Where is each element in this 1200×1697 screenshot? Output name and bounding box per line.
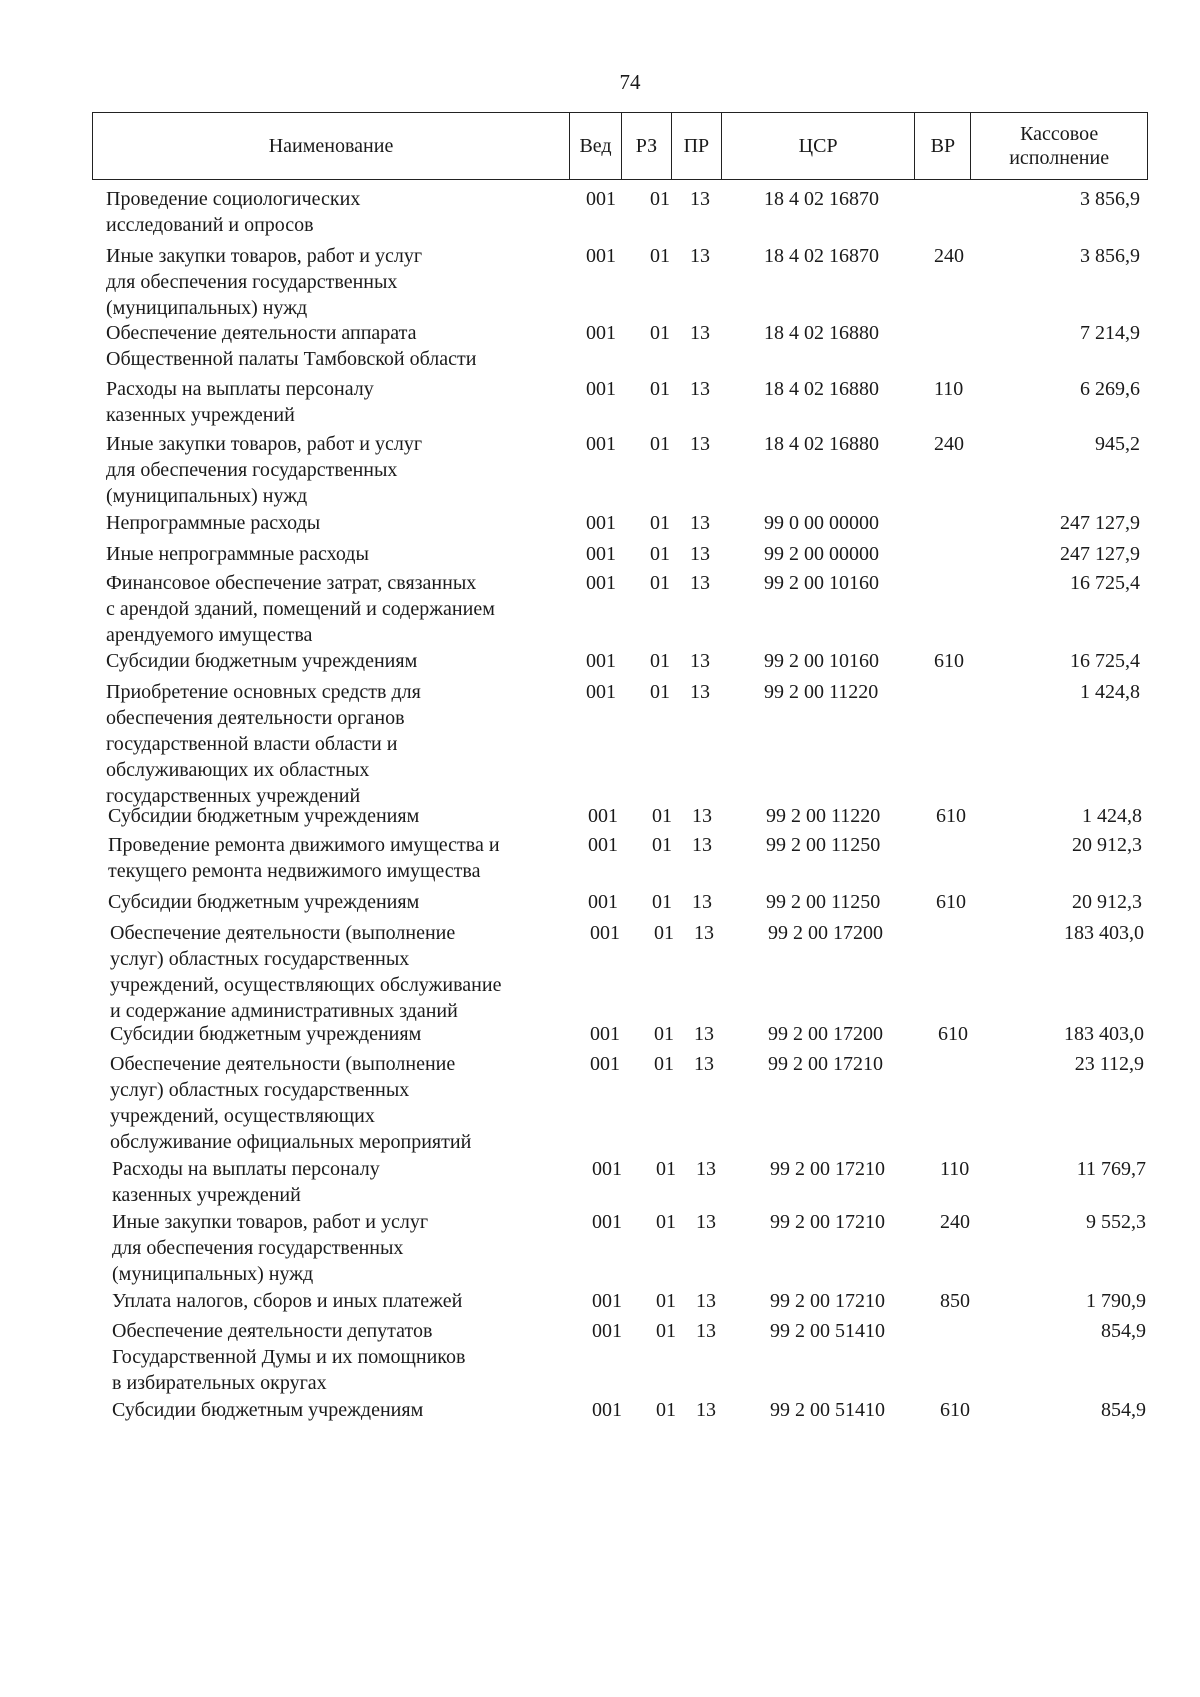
cell-pr: 13 [690, 188, 710, 210]
cell-name-line: Приобретение основных средств для [106, 681, 421, 703]
cell-name-line: с арендой зданий, помещений и содержанием [106, 598, 495, 620]
cell-rz: 01 [654, 922, 674, 944]
cell-ved: 001 [586, 322, 616, 344]
cell-name [106, 648, 566, 674]
cell-csr: 99 2 00 17210 [770, 1211, 885, 1233]
header-rz: РЗ [622, 113, 672, 179]
cell-pr: 13 [690, 512, 710, 534]
cell-kassovoe: 1 424,8 [1080, 681, 1140, 703]
cell-csr: 99 2 00 51410 [770, 1399, 885, 1421]
cell-vr: 610 [936, 805, 966, 827]
cell-name-line: Обеспечение деятельности (выполнение [110, 1053, 456, 1075]
header-kassovoe [971, 113, 1147, 179]
cell-csr: 99 2 00 11250 [766, 834, 881, 856]
cell-vr: 240 [934, 433, 964, 455]
cell-ved: 001 [592, 1158, 622, 1180]
cell-vr: 610 [938, 1023, 968, 1045]
cell-vr: 110 [940, 1158, 970, 1180]
cell-csr: 99 0 00 00000 [764, 512, 879, 534]
cell-csr: 18 4 02 16880 [764, 378, 879, 400]
cell-pr: 13 [694, 1023, 714, 1045]
cell-vr: 610 [936, 891, 966, 913]
cell-name [112, 1397, 572, 1423]
cell-name-line: Субсидии бюджетным учреждениям [110, 1023, 422, 1045]
header-kassovoe-line1: Кассовое [1020, 123, 1099, 145]
cell-name-line: обслуживающих их областных [106, 759, 370, 781]
cell-ved: 001 [586, 433, 616, 455]
cell-name-line: Расходы на выплаты персоналу [112, 1158, 380, 1180]
cell-name-line: Субсидии бюджетным учреждениям [108, 805, 420, 827]
header-pr: ПР [672, 113, 722, 179]
cell-name [108, 889, 568, 915]
cell-csr: 99 2 00 17200 [768, 1023, 883, 1045]
cell-name-line: для обеспечения государственных [106, 271, 398, 293]
cell-csr: 99 2 00 11220 [764, 681, 879, 703]
cell-csr: 99 2 00 17210 [768, 1053, 883, 1075]
cell-name [106, 320, 566, 372]
cell-ved: 001 [586, 543, 616, 565]
cell-name-line: учреждений, осуществляющих [110, 1105, 375, 1127]
cell-pr: 13 [690, 378, 710, 400]
cell-pr: 13 [690, 543, 710, 565]
cell-name-line: для обеспечения государственных [112, 1237, 404, 1259]
cell-name [106, 376, 566, 428]
cell-name-line: Проведение ремонта движимого имущества и [108, 834, 500, 856]
cell-name-line: учреждений, осуществляющих обслуживание [110, 974, 502, 996]
cell-name-line: государственных учреждений [106, 785, 361, 807]
cell-name-line: государственной власти области и [106, 733, 398, 755]
cell-rz: 01 [654, 1023, 674, 1045]
cell-name-line: казенных учреждений [106, 404, 295, 426]
cell-ved: 001 [590, 922, 620, 944]
cell-name-line: Иные непрограммные расходы [106, 543, 369, 565]
cell-pr: 13 [696, 1158, 716, 1180]
cell-rz: 01 [650, 650, 670, 672]
cell-kassovoe: 854,9 [1101, 1399, 1146, 1421]
cell-vr: 610 [940, 1399, 970, 1421]
cell-kassovoe: 1 424,8 [1082, 805, 1142, 827]
cell-name-line: Иные закупки товаров, работ и услуг [106, 245, 423, 267]
cell-name [112, 1209, 572, 1287]
cell-rz: 01 [652, 891, 672, 913]
cell-ved: 001 [592, 1320, 622, 1342]
cell-name-line: (муниципальных) нужд [112, 1263, 314, 1285]
cell-ved: 001 [590, 1023, 620, 1045]
cell-kassovoe: 854,9 [1101, 1320, 1146, 1342]
header-kassovoe-label [1009, 122, 1109, 170]
cell-name-line: и содержание административных зданий [110, 1000, 458, 1022]
cell-name [106, 186, 566, 238]
cell-name [112, 1156, 572, 1208]
cell-name-line: казенных учреждений [112, 1184, 301, 1206]
cell-ved: 001 [586, 650, 616, 672]
cell-pr: 13 [696, 1320, 716, 1342]
cell-kassovoe: 11 769,7 [1076, 1158, 1146, 1180]
cell-csr: 99 2 00 11220 [766, 805, 881, 827]
cell-rz: 01 [652, 805, 672, 827]
cell-name-line: обеспечения деятельности органов [106, 707, 405, 729]
cell-name-line: услуг) областных государственных [110, 1079, 410, 1101]
cell-ved: 001 [586, 572, 616, 594]
cell-csr: 99 2 00 00000 [764, 543, 879, 565]
cell-name [110, 920, 570, 1024]
cell-vr: 240 [934, 245, 964, 267]
cell-kassovoe: 3 856,9 [1080, 188, 1140, 210]
cell-name [108, 803, 568, 829]
cell-kassovoe: 7 214,9 [1080, 322, 1140, 344]
cell-csr: 18 4 02 16880 [764, 322, 879, 344]
cell-kassovoe: 20 912,3 [1072, 891, 1142, 913]
cell-rz: 01 [656, 1290, 676, 1312]
cell-pr: 13 [690, 681, 710, 703]
cell-name-line: Уплата налогов, сборов и иных платежей [112, 1290, 463, 1312]
cell-csr: 99 2 00 17210 [770, 1290, 885, 1312]
cell-kassovoe: 9 552,3 [1086, 1211, 1146, 1233]
cell-name-line: текущего ремонта недвижимого имущества [108, 860, 481, 882]
cell-vr: 110 [934, 378, 964, 400]
cell-rz: 01 [650, 245, 670, 267]
cell-kassovoe: 3 856,9 [1080, 245, 1140, 267]
cell-rz: 01 [650, 433, 670, 455]
cell-pr: 13 [690, 572, 710, 594]
cell-kassovoe: 6 269,6 [1080, 378, 1140, 400]
header-name: Наименование [93, 113, 570, 179]
cell-name-line: Субсидии бюджетным учреждениям [108, 891, 420, 913]
header-kassovoe-line2: исполнение [1009, 147, 1110, 169]
cell-vr: 850 [940, 1290, 970, 1312]
cell-name [110, 1021, 570, 1047]
cell-vr: 240 [940, 1211, 970, 1233]
cell-pr: 13 [690, 322, 710, 344]
cell-name [110, 1051, 570, 1155]
cell-rz: 01 [650, 188, 670, 210]
cell-rz: 01 [654, 1053, 674, 1075]
cell-ved: 001 [592, 1399, 622, 1421]
cell-csr: 99 2 00 17210 [770, 1158, 885, 1180]
cell-rz: 01 [656, 1211, 676, 1233]
cell-name-line: Непрограммные расходы [106, 512, 321, 534]
cell-name-line: услуг) областных государственных [110, 948, 410, 970]
cell-name-line: (муниципальных) нужд [106, 485, 308, 507]
cell-csr: 18 4 02 16870 [764, 245, 879, 267]
cell-name-line: (муниципальных) нужд [106, 297, 308, 319]
cell-name-line: арендуемого имущества [106, 624, 313, 646]
cell-pr: 13 [690, 245, 710, 267]
cell-ved: 001 [588, 834, 618, 856]
cell-name-line: Субсидии бюджетным учреждениям [106, 650, 418, 672]
cell-name-line: Расходы на выплаты персоналу [106, 378, 374, 400]
cell-pr: 13 [694, 1053, 714, 1075]
cell-name [106, 570, 566, 648]
cell-name-line: обслуживание официальных мероприятий [110, 1131, 472, 1153]
cell-name-line: Государственной Думы и их помощников [112, 1346, 466, 1368]
cell-rz: 01 [650, 378, 670, 400]
cell-name-line: Обеспечение деятельности аппарата [106, 322, 417, 344]
cell-pr: 13 [692, 834, 712, 856]
cell-kassovoe: 183 403,0 [1064, 922, 1144, 944]
cell-pr: 13 [692, 891, 712, 913]
cell-ved: 001 [586, 245, 616, 267]
cell-kassovoe: 16 725,4 [1070, 650, 1140, 672]
cell-ved: 001 [590, 1053, 620, 1075]
cell-kassovoe: 183 403,0 [1064, 1023, 1144, 1045]
cell-kassovoe: 23 112,9 [1074, 1053, 1144, 1075]
cell-ved: 001 [586, 681, 616, 703]
cell-name [106, 431, 566, 509]
cell-name-line: Общественной палаты Тамбовской области [106, 348, 477, 370]
cell-name [106, 510, 566, 536]
cell-ved: 001 [588, 891, 618, 913]
cell-name [112, 1318, 572, 1396]
cell-ved: 001 [592, 1290, 622, 1312]
cell-name-line: Обеспечение деятельности (выполнение [110, 922, 456, 944]
cell-name-line: Обеспечение деятельности депутатов [112, 1320, 433, 1342]
cell-name [106, 243, 566, 321]
cell-ved: 001 [586, 188, 616, 210]
cell-kassovoe: 945,2 [1095, 433, 1140, 455]
cell-kassovoe: 20 912,3 [1072, 834, 1142, 856]
page-number: 74 [619, 70, 641, 94]
cell-ved: 001 [588, 805, 618, 827]
cell-rz: 01 [650, 322, 670, 344]
cell-kassovoe: 247 127,9 [1060, 543, 1140, 565]
cell-csr: 99 2 00 10160 [764, 572, 879, 594]
cell-csr: 99 2 00 11250 [766, 891, 881, 913]
cell-pr: 13 [696, 1211, 716, 1233]
header-vr: ВР [915, 113, 971, 179]
cell-pr: 13 [690, 433, 710, 455]
cell-ved: 001 [586, 512, 616, 534]
cell-rz: 01 [656, 1320, 676, 1342]
cell-name-line: Иные закупки товаров, работ и услуг [106, 433, 423, 455]
cell-name [108, 832, 568, 884]
cell-pr: 13 [690, 650, 710, 672]
cell-name [106, 679, 566, 809]
cell-rz: 01 [656, 1158, 676, 1180]
cell-csr: 18 4 02 16870 [764, 188, 879, 210]
cell-csr: 99 2 00 51410 [770, 1320, 885, 1342]
header-csr: ЦСР [722, 113, 916, 179]
cell-kassovoe: 1 790,9 [1086, 1290, 1146, 1312]
cell-name [112, 1288, 572, 1314]
cell-pr: 13 [694, 922, 714, 944]
cell-name [106, 541, 566, 567]
cell-kassovoe: 247 127,9 [1060, 512, 1140, 534]
cell-name-line: Субсидии бюджетным учреждениям [112, 1399, 424, 1421]
cell-pr: 13 [696, 1399, 716, 1421]
cell-name-line: для обеспечения государственных [106, 459, 398, 481]
cell-rz: 01 [650, 512, 670, 534]
cell-name-line: Проведение социологических [106, 188, 361, 210]
cell-pr: 13 [696, 1290, 716, 1312]
cell-rz: 01 [650, 543, 670, 565]
cell-vr: 610 [934, 650, 964, 672]
cell-rz: 01 [652, 834, 672, 856]
cell-pr: 13 [692, 805, 712, 827]
cell-ved: 001 [586, 378, 616, 400]
header-ved: Вед [570, 113, 622, 179]
cell-ved: 001 [592, 1211, 622, 1233]
cell-name-line: в избирательных округах [112, 1372, 327, 1394]
cell-csr: 99 2 00 10160 [764, 650, 879, 672]
cell-rz: 01 [650, 681, 670, 703]
cell-csr: 18 4 02 16880 [764, 433, 879, 455]
cell-csr: 99 2 00 17200 [768, 922, 883, 944]
cell-name-line: Иные закупки товаров, работ и услуг [112, 1211, 429, 1233]
table-header [92, 112, 1148, 180]
cell-rz: 01 [650, 572, 670, 594]
cell-rz: 01 [656, 1399, 676, 1421]
cell-name-line: исследований и опросов [106, 214, 314, 236]
cell-name-line: Финансовое обеспечение затрат, связанных [106, 572, 477, 594]
cell-kassovoe: 16 725,4 [1070, 572, 1140, 594]
